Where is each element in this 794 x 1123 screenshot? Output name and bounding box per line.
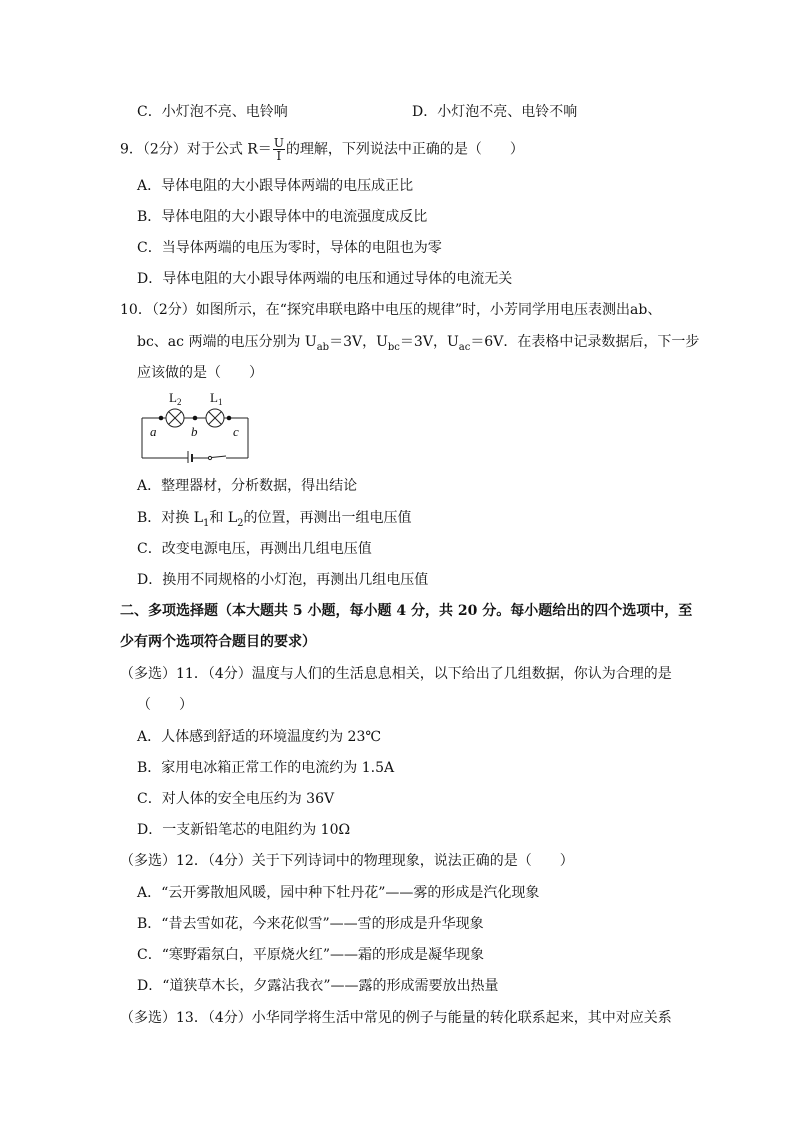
lamp-l2-label: $L_2$	[169, 390, 182, 407]
lamp-l1-label: $L_1$	[210, 390, 223, 407]
formula-fraction	[273, 137, 285, 162]
q9-stem	[120, 137, 524, 162]
q10-optb-part-b: 和 L	[209, 510, 238, 526]
fraction-denominator: I	[276, 149, 282, 163]
q10-line2-part-d: ＝6V．在表格中记录数据后，下一步	[470, 334, 700, 350]
q10-stem-line2	[137, 332, 699, 352]
q9-stem-prefix: 9．（2分）对于公式 R＝	[120, 141, 272, 158]
q12-option-a: A．“云开雾散旭风暖，园中种下牡丹花”——雾的形成是汽化现象	[137, 885, 540, 901]
q10-stem-line3: 应该做的是（ ）	[137, 365, 263, 381]
q10-option-d: D．换用不同规格的小灯泡，再测出几组电压值	[137, 572, 429, 588]
q9-option-d: D．导体电阻的大小跟导体两端的电压和通过导体的电流无关	[137, 271, 513, 287]
junction-c-dot	[227, 416, 232, 421]
q12-stem: （多选）12．（4分）关于下列诗词中的物理现象，说法正确的是（ ）	[120, 853, 574, 869]
sub-ab: ab	[316, 341, 330, 353]
junction-b-dot	[193, 416, 198, 421]
q10-optb-part-c: 的位置，再测出一组电压值	[243, 510, 412, 526]
q10-line2-part-a: bc、ac 两端的电压分别为 U	[137, 334, 317, 350]
junction-a-dot	[159, 416, 164, 421]
switch-contact-left	[208, 456, 211, 459]
q11-stem-line2: （ ）	[137, 697, 193, 713]
q11-option-c: C．对人体的安全电压约为 36V	[137, 791, 335, 807]
q11-option-b: B．家用电冰箱正常工作的电流约为 1.5A	[137, 760, 395, 776]
q11-option-a: A．人体感到舒适的环境温度约为 23℃	[137, 729, 382, 745]
q11-stem-line1: （多选）11．（4分）温度与人们的生活息息相关，以下给出了几组数据，你认为合理的是	[120, 666, 672, 682]
q12-option-b: B．“昔去雪如花，今来花似雪”——雪的形成是升华现象	[137, 916, 484, 932]
fraction-numerator: U	[273, 136, 284, 150]
q10-stem-line1: 10．（2分）如图所示，在“探究串联电路中电压的规律”时，小芳同学用电压表测出ab、	[120, 302, 662, 318]
q12-option-c: C．“寒野霜氛白，平原烧火红”——霜的形成是凝华现象	[137, 947, 485, 963]
q12-option-d: D．“道狭草木长，夕露沾我衣”——露的形成需要放出热量	[137, 978, 499, 994]
point-c-label: c	[233, 424, 239, 439]
section-2-heading-line1: 二、多项选择题（本大题共 5 小题，每小题 4 分，共 20 分。每小题给出的四个选项中，至	[120, 603, 693, 619]
point-b-label: b	[191, 424, 198, 439]
sub-2: 2	[237, 517, 244, 529]
section-2-heading-line2: 少有两个选项符合题目的要求）	[120, 634, 316, 650]
q9-option-a: A．导体电阻的大小跟导体两端的电压成正比	[137, 178, 414, 194]
switch-lever-icon	[212, 456, 227, 458]
q13-stem: （多选）13．（4分）小华同学将生活中常见的例子与能量的转化联系起来，其中对应关系	[120, 1010, 672, 1026]
sub-bc: bc	[387, 341, 400, 353]
q9-option-c: C．当导体两端的电压为零时，导体的电阻也为零	[137, 240, 442, 256]
q10-line2-part-b: ＝3V，U	[329, 334, 388, 350]
sub-1: 1	[203, 517, 210, 529]
q10-line2-part-c: ＝3V，U	[399, 334, 459, 350]
q9-stem-suffix: 的理解，下列说法中正确的是（ ）	[285, 141, 524, 158]
q10-option-b	[137, 508, 412, 528]
q10-option-a: A．整理器材，分析数据，得出结论	[137, 478, 358, 494]
q10-option-c: C．改变电源电压，再测出几组电压值	[137, 541, 372, 557]
point-a-label: a	[150, 424, 157, 439]
sub-ac: ac	[458, 341, 471, 353]
q9-option-b: B．导体电阻的大小跟导体中的电流强度成反比	[137, 209, 428, 225]
q10-optb-part-a: B．对换 L	[137, 510, 204, 526]
q8-option-d: D．小灯泡不亮、电铃不响	[412, 104, 578, 120]
q11-option-d: D．一支新铅笔芯的电阻约为 10Ω	[137, 822, 351, 838]
circuit-diagram	[138, 388, 258, 463]
q8-option-c: C．小灯泡不亮、电铃响	[137, 104, 288, 120]
